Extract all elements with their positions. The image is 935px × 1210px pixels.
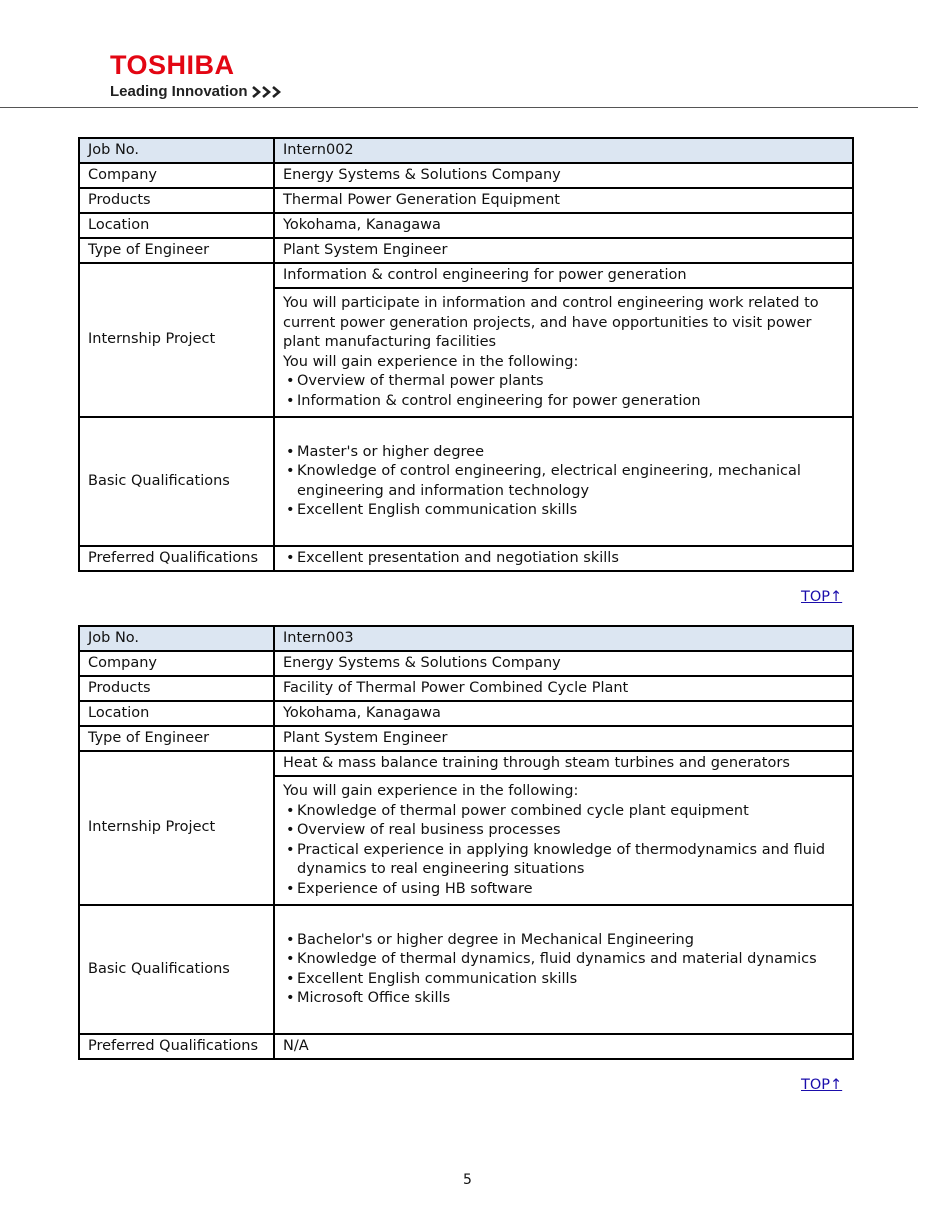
job-table-intern002 <box>78 137 854 572</box>
basic-bullets <box>283 443 844 521</box>
table-row <box>79 726 853 751</box>
label-products: Products <box>79 676 274 701</box>
label-type: Type of Engineer <box>79 238 274 263</box>
value-company: Energy Systems & Solutions Company <box>274 651 853 676</box>
preferred-bullets <box>283 549 844 569</box>
value-company: Energy Systems & Solutions Company <box>274 163 853 188</box>
value-location: Yokohama, Kanagawa <box>274 213 853 238</box>
list-item: • Overview of thermal power plants <box>283 372 844 392</box>
value-basic <box>274 905 853 1034</box>
top-link[interactable]: TOP↑ <box>801 589 843 605</box>
value-job-no: Intern003 <box>274 626 853 651</box>
label-company: Company <box>79 651 274 676</box>
list-item: • Bachelor's or higher degree in Mechanical Engineering <box>283 931 844 951</box>
list-item: • Knowledge of control engineering, electrical engineering, mechanical engineering and information technology <box>283 462 844 501</box>
table-row <box>79 238 853 263</box>
triple-chevron-icon <box>251 85 284 99</box>
table-row <box>79 138 853 163</box>
basic-bullets <box>283 931 844 1009</box>
list-item: • Excellent presentation and negotiation skills <box>283 549 844 569</box>
list-item: • Experience of using HB software <box>283 880 844 900</box>
table-row <box>79 417 853 546</box>
list-item: • Knowledge of thermal power combined cycle plant equipment <box>283 802 844 822</box>
table-row <box>79 676 853 701</box>
toshiba-logo <box>110 50 284 101</box>
value-preferred <box>274 546 853 571</box>
project-intro: You will gain experience in the following: <box>283 783 579 799</box>
label-project: Internship Project <box>79 263 274 417</box>
table-row <box>79 626 853 651</box>
value-preferred: N/A <box>274 1034 853 1059</box>
top-link[interactable]: TOP↑ <box>801 1077 843 1093</box>
value-project-details <box>274 288 853 417</box>
table-row <box>79 188 853 213</box>
header-divider <box>0 107 918 108</box>
table-row <box>79 751 853 776</box>
value-type: Plant System Engineer <box>274 726 853 751</box>
project-bullets <box>283 802 844 900</box>
list-item: • Master's or higher degree <box>283 443 844 463</box>
list-item: • Practical experience in applying knowledge of thermodynamics and fluid dynamics to real engineering situations <box>283 841 844 880</box>
table-row <box>79 651 853 676</box>
label-location: Location <box>79 701 274 726</box>
label-company: Company <box>79 163 274 188</box>
table-row <box>79 1034 853 1059</box>
page-number: 5 <box>463 1172 472 1188</box>
label-project: Internship Project <box>79 751 274 905</box>
label-preferred: Preferred Qualifications <box>79 1034 274 1059</box>
table-row <box>79 263 853 288</box>
table-row <box>79 163 853 188</box>
value-products: Facility of Thermal Power Combined Cycle Plant <box>274 676 853 701</box>
label-job-no: Job No. <box>79 138 274 163</box>
label-basic: Basic Qualifications <box>79 417 274 546</box>
value-project-details <box>274 776 853 905</box>
label-products: Products <box>79 188 274 213</box>
brand-name: TOSHIBA <box>110 50 235 80</box>
table-row <box>79 905 853 1034</box>
value-type: Plant System Engineer <box>274 238 853 263</box>
label-job-no: Job No. <box>79 626 274 651</box>
list-item: • Knowledge of thermal dynamics, fluid dynamics and material dynamics <box>283 950 844 970</box>
list-item: • Information & control engineering for power generation <box>283 392 844 412</box>
list-item: • Excellent English communication skills <box>283 501 844 521</box>
label-type: Type of Engineer <box>79 726 274 751</box>
list-item: • Microsoft Office skills <box>283 989 844 1009</box>
table-row <box>79 213 853 238</box>
value-location: Yokohama, Kanagawa <box>274 701 853 726</box>
table-row <box>79 701 853 726</box>
value-project-title: Information & control engineering for power generation <box>274 263 853 288</box>
label-basic: Basic Qualifications <box>79 905 274 1034</box>
project-intro: You will gain experience in the following: <box>283 353 579 370</box>
table-row <box>79 546 853 571</box>
project-bullets <box>283 372 844 411</box>
list-item: • Excellent English communication skills <box>283 970 844 990</box>
project-intro: You will participate in information and control engineering work related to current power generation projects, and have opportunities to visit power plant manufacturing facilities <box>283 295 819 350</box>
label-location: Location <box>79 213 274 238</box>
value-job-no: Intern002 <box>274 138 853 163</box>
value-project-title: Heat & mass balance training through steam turbines and generators <box>274 751 853 776</box>
value-products: Thermal Power Generation Equipment <box>274 188 853 213</box>
tagline-text: Leading Innovation <box>110 83 248 100</box>
tagline <box>110 83 284 101</box>
list-item: • Overview of real business processes <box>283 821 844 841</box>
label-preferred: Preferred Qualifications <box>79 546 274 571</box>
value-basic <box>274 417 853 546</box>
job-table-intern003 <box>78 625 854 1060</box>
